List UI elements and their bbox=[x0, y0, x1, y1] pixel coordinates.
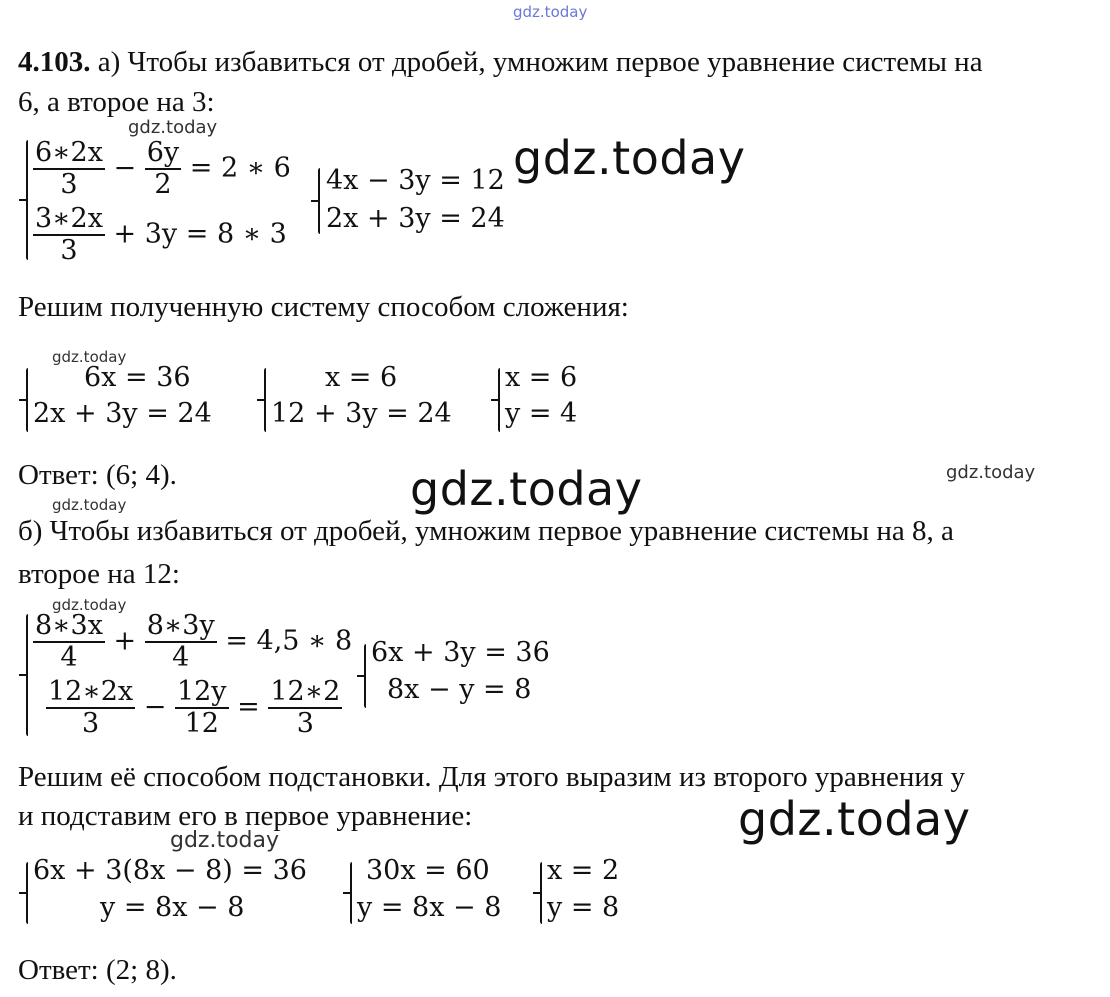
brace-b5 bbox=[540, 862, 542, 924]
part-a-sys1-eq2: $\frac{3∗2x}{3}$ + 3y = 8 ∗ 3 bbox=[35, 203, 287, 266]
brace-a3 bbox=[26, 368, 28, 432]
watermark-top: gdz.today bbox=[513, 3, 588, 21]
part-b-intro-line-1: б) Чтобы избавиться от дробей, умножим первое уравнение системы на 8, а bbox=[18, 515, 954, 547]
part-a-intro-text: а) Чтобы избавиться от дробей, умножим первое уравнение системы на bbox=[90, 46, 983, 78]
part-b-sys4-eq2: y = 8x − 8 bbox=[357, 892, 502, 923]
part-a-sys4-eq2: 12 + 3y = 24 bbox=[271, 398, 452, 429]
brace-a5 bbox=[498, 368, 500, 432]
brace-b2 bbox=[364, 644, 366, 708]
part-a-method: Решим полученную систему способом сложения: bbox=[18, 291, 629, 323]
brace-b1 bbox=[26, 614, 28, 736]
problem-number: 4.103. bbox=[18, 46, 91, 78]
part-a-sys3-eq1: 6x = 36 bbox=[84, 362, 191, 393]
fraction: $\frac{12y}{12}$ bbox=[176, 676, 227, 739]
brace-a1 bbox=[26, 140, 28, 260]
watermark-small-6: gdz.today bbox=[170, 828, 280, 853]
fraction: $\frac{12∗2}{3}$ bbox=[270, 676, 341, 739]
part-b-method-line-2: и подставим его в первое уравнение: bbox=[18, 800, 473, 832]
part-b-intro-line-2: второе на 12: bbox=[18, 558, 180, 590]
part-a-intro-line-1 bbox=[18, 43, 983, 81]
watermark-small-1: gdz.today bbox=[128, 117, 218, 138]
watermark-small-5: gdz.today bbox=[52, 596, 127, 614]
watermark-small-4: gdz.today bbox=[52, 496, 127, 514]
fraction: $\frac{6y}{2}$ bbox=[146, 137, 180, 200]
part-b-sys5-eq2: y = 8 bbox=[547, 892, 620, 923]
part-b-sys2-eq2: 8x − y = 8 bbox=[387, 674, 532, 705]
watermark-large-3: gdz.today bbox=[738, 792, 971, 846]
part-b-sys4-eq1: 30x = 60 bbox=[366, 855, 490, 886]
brace-b4 bbox=[350, 862, 352, 924]
part-a-sys5-eq1: x = 6 bbox=[505, 362, 578, 393]
fraction: $\frac{12∗2x}{3}$ bbox=[48, 676, 134, 739]
part-a-sys2-eq2: 2x + 3y = 24 bbox=[326, 203, 505, 234]
part-a-sys4-eq1: x = 6 bbox=[325, 362, 398, 393]
part-a-sys3-eq2: 2x + 3y = 24 bbox=[33, 398, 212, 429]
part-a-sys1-eq1: $\frac{6∗2x}{3}$ − $\frac{6y}{2}$ = 2 ∗ 6 bbox=[35, 137, 291, 200]
part-a-answer: Ответ: (6; 4). bbox=[18, 459, 177, 491]
part-b-sys3-eq2: y = 8x − 8 bbox=[100, 892, 245, 923]
part-b-sys5-eq1: x = 2 bbox=[547, 855, 620, 886]
part-b-method-line-1: Решим её способом подстановки. Для этого выразим из второго уравнения y bbox=[18, 761, 966, 793]
fraction: $\frac{3∗2x}{3}$ bbox=[35, 203, 103, 266]
fraction: $\frac{6∗2x}{3}$ bbox=[35, 137, 103, 200]
brace-b3 bbox=[26, 862, 28, 924]
watermark-small-2: gdz.today bbox=[52, 348, 127, 366]
watermark-large-2: gdz.today bbox=[410, 462, 643, 516]
fraction: $\frac{8∗3y}{4}$ bbox=[146, 610, 215, 673]
part-b-answer: Ответ: (2; 8). bbox=[18, 954, 177, 986]
watermark-small-3: gdz.today bbox=[946, 462, 1036, 483]
part-a-sys5-eq2: y = 4 bbox=[505, 398, 578, 429]
watermark-large-1: gdz.today bbox=[513, 131, 746, 185]
part-a-sys2-eq1: 4x − 3y = 12 bbox=[326, 165, 505, 196]
part-b-sys3-eq1: 6x + 3(8x − 8) = 36 bbox=[33, 855, 307, 886]
part-a-intro-line-2: 6, а второе на 3: bbox=[18, 86, 215, 118]
part-b-sys2-eq1: 6x + 3y = 36 bbox=[371, 637, 550, 668]
brace-a4 bbox=[264, 368, 266, 432]
brace-a2 bbox=[318, 168, 320, 234]
part-b-sys1-eq2: $\frac{12∗2x}{3}$ − $\frac{12y}{12}$ = $\frac{12∗2}{3}$ bbox=[48, 676, 341, 739]
part-b-sys1-eq1: $\frac{8∗3x}{4}$ + $\frac{8∗3y}{4}$ = 4,5 ∗ 8 bbox=[35, 610, 353, 673]
fraction: $\frac{8∗3x}{4}$ bbox=[35, 610, 103, 673]
